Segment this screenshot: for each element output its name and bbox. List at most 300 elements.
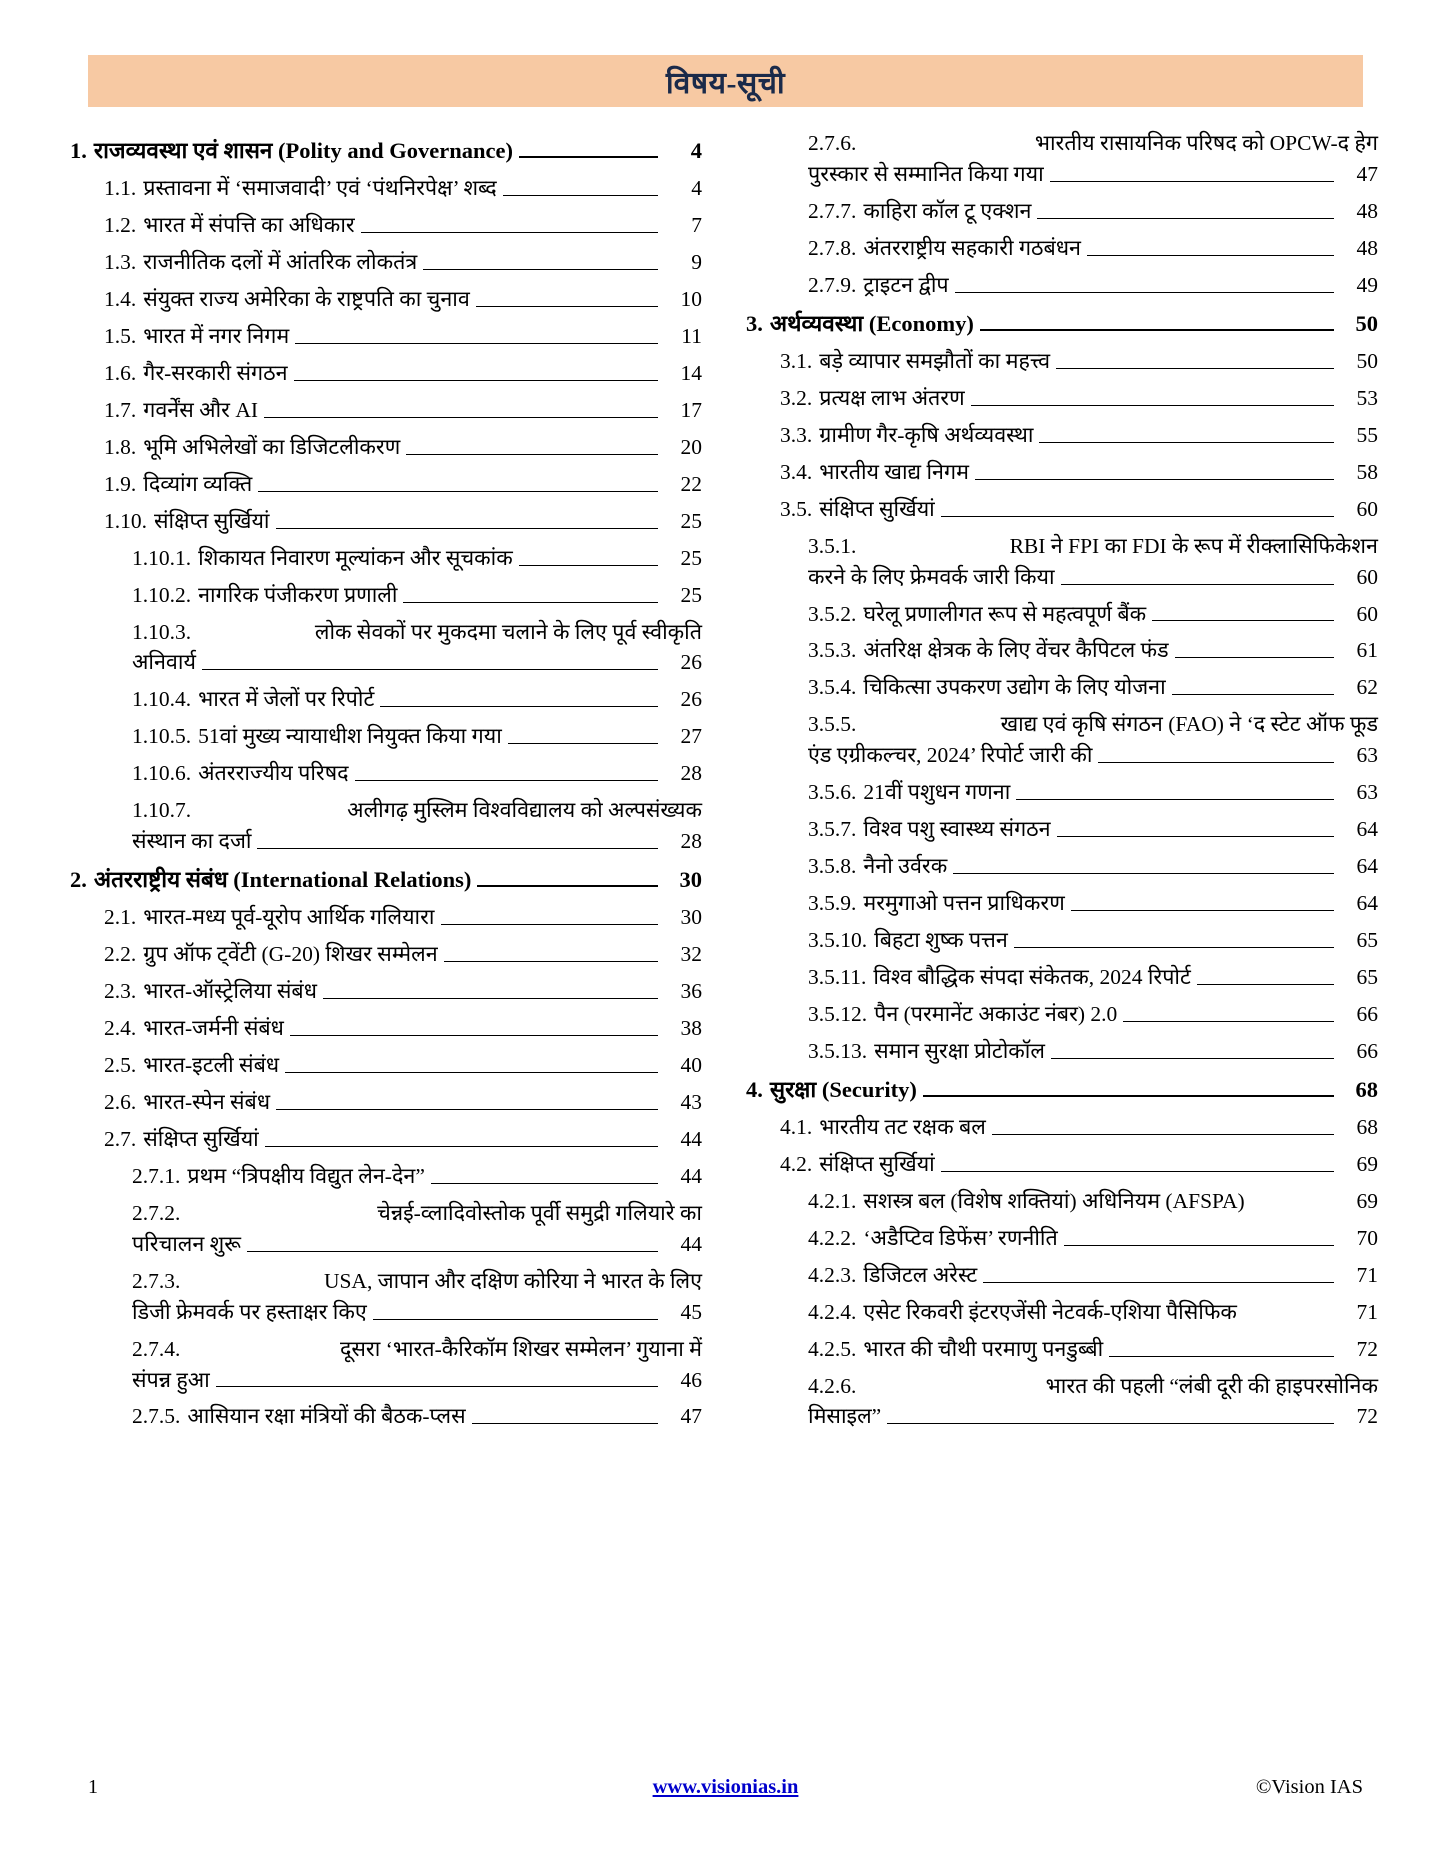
toc-entry-number: 1.10.1.: [132, 545, 192, 570]
toc-entry-number: 2.7.3.: [132, 1268, 181, 1293]
toc-entry[interactable]: [780, 422, 1378, 450]
toc-entry-number: 3.5.2.: [808, 601, 857, 626]
toc-entry[interactable]: [808, 130, 1378, 189]
toc-entry-number: 1.10.5.: [132, 724, 192, 749]
toc-entry[interactable]: [808, 533, 1378, 592]
toc-entry-number: 2.7.6.: [808, 131, 857, 155]
toc-leader-line: [941, 516, 1334, 517]
toc-entry-page: 68: [1356, 1114, 1378, 1139]
toc-leader-line: [1056, 368, 1334, 369]
toc-entry-label: संक्षिप्त सुर्खियां: [143, 1126, 259, 1151]
toc-leader-line: [380, 706, 658, 707]
toc-leader-line: [971, 405, 1334, 406]
toc-entry-page: 55: [1356, 422, 1378, 447]
toc-leader-line: [1039, 442, 1334, 443]
toc-entry-label-cont: संपन्न हुआ: [132, 1367, 210, 1392]
toc-entry-number: 4.2.1.: [808, 1188, 857, 1213]
toc-entry-page: 63: [1356, 743, 1378, 768]
toc-entry-number: 1.9.: [104, 471, 137, 496]
toc-entry-page: 7: [691, 213, 702, 238]
toc-entry-page: 9: [691, 250, 702, 275]
toc-entry-number: 1.4.: [104, 287, 137, 312]
toc-entry-label: 21वीं पशुधन गणना: [863, 780, 1011, 805]
toc-leader-line: [1037, 218, 1334, 219]
toc-leader-line: [503, 195, 658, 196]
toc-entry-page: 70: [1356, 1225, 1378, 1250]
toc-entry-label: अंतरराष्ट्रीय संबंध (International Relations): [93, 867, 472, 893]
toc-entry-number: 3.5.7.: [808, 817, 857, 842]
toc-entry-page: 53: [1356, 385, 1378, 410]
toc-entry-label: बड़े व्यापार समझौतों का महत्त्व: [819, 348, 1051, 373]
toc-entry-number: 1.7.: [104, 397, 137, 422]
toc-leader-line: [257, 848, 658, 849]
toc-entry[interactable]: [808, 1038, 1378, 1066]
toc-entry-page: 60: [1356, 496, 1378, 521]
toc-leader-line: [508, 743, 658, 744]
toc-entry-label: सशस्त्र बल (विशेष शक्तियां) अधिनियम (AFSPA): [863, 1188, 1245, 1213]
toc-entry-number: 1.10.7.: [132, 798, 192, 823]
toc-entry[interactable]: [132, 1403, 702, 1431]
page-footer: [88, 1776, 1363, 1799]
toc-entry-label: भारतीय खाद्य निगम: [819, 459, 969, 484]
toc-entry-label: आसियान रक्षा मंत्रियों की बैठक-प्लस: [187, 1404, 466, 1429]
toc-leader-line: [1057, 836, 1334, 837]
toc-entry-label: समान सुरक्षा प्रोटोकॉल: [874, 1038, 1045, 1063]
toc-entry-label: नैनो उर्वरक: [863, 854, 948, 879]
toc-entry[interactable]: [808, 711, 1378, 770]
toc-leader-line: [444, 961, 658, 962]
toc-entry-page: 72: [1356, 1336, 1378, 1361]
toc-entry[interactable]: [132, 582, 702, 610]
toc-entry[interactable]: [808, 1336, 1378, 1364]
toc-entry-label: बिहटा शुष्क पत्तन: [874, 927, 1008, 952]
toc-entry-number: 3.5.6.: [808, 780, 857, 805]
toc-entry-label-cont: परिचालन शुरू: [132, 1231, 242, 1256]
toc-entry-page: 14: [680, 360, 702, 385]
toc-entry[interactable]: [746, 309, 1378, 338]
toc-leader-line: [980, 329, 1334, 331]
toc-leader-line: [1050, 181, 1334, 182]
toc-entry-number: 2.7.8.: [808, 235, 857, 260]
toc-entry[interactable]: [808, 601, 1378, 629]
toc-leader-line: [955, 292, 1334, 293]
toc-entry-number: 2.3.: [104, 979, 137, 1004]
toc-entry-label-cont: संस्थान का दर्जा: [132, 829, 252, 854]
toc-leader-line: [276, 1109, 658, 1110]
toc-entry-page: 30: [680, 905, 702, 930]
toc-entry-page: 66: [1356, 1038, 1378, 1063]
toc-entry-page: 38: [680, 1016, 702, 1041]
toc-entry-page: 72: [1356, 1404, 1378, 1429]
toc-entry-label: प्रस्तावना में ‘समाजवादी’ एवं ‘पंथनिरपेक्ष’ शब्द: [143, 176, 497, 201]
toc-entry[interactable]: [104, 175, 702, 203]
toc-entry-number: 1.8.: [104, 434, 137, 459]
toc-entry-label: भारत-स्पेन संबंध: [143, 1090, 271, 1114]
toc-entry[interactable]: [808, 1262, 1378, 1290]
toc-entry-number: 3.5.: [780, 496, 813, 521]
toc-entry-number: 2.5.: [104, 1053, 137, 1078]
toc-entry-label: भारतीय तट रक्षक बल: [819, 1114, 986, 1139]
toc-entry-page: 64: [1356, 891, 1378, 915]
toc-entry[interactable]: [132, 1336, 702, 1395]
toc-entry[interactable]: [808, 235, 1378, 263]
toc-entry-number: 3.5.1.: [808, 533, 857, 558]
toc-entry-label: घरेलू प्रणालीगत रूप से महत्वपूर्ण बैंक: [863, 601, 1147, 626]
toc-entry-page: 47: [1356, 161, 1378, 186]
toc-entry-number: 2.7.9.: [808, 272, 857, 297]
toc-entry[interactable]: [808, 927, 1378, 955]
toc-entry-label: मरमुगाओ पत्तन प्राधिकरण: [863, 891, 1065, 915]
toc-columns: [70, 130, 1380, 1440]
toc-entry-label: प्रथम “त्रिपक्षीय विद्युत लेन-देन”: [187, 1163, 425, 1188]
toc-entry[interactable]: [132, 1268, 702, 1327]
toc-entry-label: विश्व पशु स्वास्थ्य संगठन: [863, 817, 1051, 842]
toc-entry[interactable]: [104, 471, 702, 499]
toc-leader-line: [1087, 255, 1334, 256]
toc-entry-label: काहिरा कॉल टू एक्शन: [863, 198, 1032, 223]
footer-website-link[interactable]: www.visionias.in: [652, 1776, 799, 1798]
toc-entry-number: 3.5.9.: [808, 891, 857, 915]
toc-entry-page: 28: [680, 829, 702, 854]
toc-entry-number: 3.5.12.: [808, 1001, 868, 1026]
toc-entry-page: 26: [680, 687, 702, 712]
toc-entry-number: 3.1.: [780, 348, 813, 373]
toc-entry-number: 1.1.: [104, 176, 137, 201]
toc-entry-label: अंतरराष्ट्रीय सहकारी गठबंधन: [863, 235, 1081, 260]
toc-leader-line: [406, 454, 658, 455]
toc-entry-label: चेन्नई-व्लादिवोस्तोक पूर्वी समुद्री गलियारे का: [377, 1200, 702, 1225]
toc-entry-number: 2.: [70, 867, 87, 893]
toc-leader-line: [361, 232, 658, 233]
toc-entry-page: 64: [1356, 817, 1378, 842]
toc-entry-label: भारत-जर्मनी संबंध: [143, 1016, 284, 1041]
toc-entry-page: 36: [680, 979, 702, 1004]
toc-entry-page: 71: [1356, 1262, 1378, 1287]
toc-entry-label: USA, जापान और दक्षिण कोरिया ने भारत के लिए: [323, 1268, 702, 1293]
toc-entry-page: 44: [680, 1163, 702, 1188]
toc-entry-number: 2.6.: [104, 1090, 137, 1114]
toc-entry-number: 2.2.: [104, 942, 137, 967]
toc-leader-line: [202, 669, 658, 670]
toc-entry[interactable]: [808, 890, 1378, 918]
toc-entry-number: 1.6.: [104, 360, 137, 385]
toc-entry-label: दिव्यांग व्यक्ति: [143, 471, 253, 496]
toc-entry-number: 4.2.4.: [808, 1299, 857, 1324]
toc-entry[interactable]: [104, 941, 702, 969]
toc-entry-page: 25: [680, 582, 702, 607]
toc-entry[interactable]: [104, 286, 702, 314]
toc-entry-page: 40: [680, 1053, 702, 1078]
toc-entry-number: 4.1.: [780, 1114, 813, 1139]
toc-entry-label: ग्रुप ऑफ ट्वेंटी (G-20) शिखर सम्मेलन: [143, 942, 438, 967]
toc-entry-label: संक्षिप्त सुर्खियां: [154, 508, 270, 533]
toc-entry-label: शिकायत निवारण मूल्यांकन और सूचकांक: [198, 545, 513, 570]
toc-entry[interactable]: [808, 1299, 1378, 1327]
toc-column-right: [746, 130, 1378, 1440]
toc-leader-line: [1051, 1058, 1334, 1059]
toc-entry[interactable]: [104, 978, 702, 1006]
toc-leader-line: [975, 479, 1334, 480]
toc-entry-page: 68: [1355, 1076, 1378, 1102]
toc-entry-page: 11: [681, 324, 702, 348]
toc-leader-line: [1109, 1356, 1334, 1357]
toc-entry-label: चिकित्सा उपकरण उद्योग के लिए योजना: [863, 675, 1166, 700]
toc-entry-label: खाद्य एवं कृषि संगठन (FAO) ने ‘द स्टेट ऑफ फूड: [1000, 712, 1378, 737]
toc-entry[interactable]: [104, 1052, 702, 1080]
toc-entry-label: भारत की पहली “लंबी दूरी की हाइपरसोनिक: [1045, 1373, 1378, 1398]
toc-entry-page: 27: [680, 724, 702, 749]
toc-entry-number: 2.4.: [104, 1016, 137, 1041]
toc-entry-label-cont: अनिवार्य: [132, 650, 196, 675]
toc-leader-line: [441, 924, 659, 925]
toc-leader-line: [373, 1319, 658, 1320]
toc-entry[interactable]: [104, 1126, 702, 1154]
toc-entry[interactable]: [780, 1114, 1378, 1142]
toc-leader-line: [431, 1183, 658, 1184]
toc-entry-label: दूसरा ‘भारत-कैरिकॉम शिखर सम्मेलन’ गुयाना में: [339, 1336, 702, 1361]
toc-leader-line: [216, 1386, 658, 1387]
toc-leader-line: [247, 1251, 658, 1252]
toc-leader-line: [953, 873, 1334, 874]
toc-entry-number: 1.5.: [104, 324, 137, 348]
toc-entry-page: 44: [680, 1231, 702, 1256]
toc-entry-page: 4: [690, 138, 702, 163]
toc-entry-number: 3.5.5.: [808, 712, 857, 737]
toc-entry-label: अंतरराज्यीय परिषद: [198, 761, 349, 786]
toc-entry[interactable]: [780, 348, 1378, 376]
toc-entry-number: 1.10.6.: [132, 761, 192, 786]
toc-entry-page: 58: [1356, 459, 1378, 484]
footer-copyright: ©Vision IAS: [1255, 1776, 1363, 1798]
toc-entry-label: प्रत्यक्ष लाभ अंतरण: [819, 385, 965, 410]
toc-entry-page: 65: [1356, 927, 1378, 952]
toc-entry-label: गवर्नेंस और AI: [143, 397, 258, 422]
toc-entry-number: 1.3.: [104, 250, 137, 275]
toc-entry[interactable]: [746, 1075, 1378, 1104]
toc-entry-number: 3.5.13.: [808, 1038, 868, 1063]
toc-leader-line: [290, 1035, 658, 1036]
toc-leader-line: [403, 602, 658, 603]
toc-entry[interactable]: [132, 1200, 702, 1259]
toc-entry-label: संयुक्त राज्य अमेरिका के राष्ट्रपति का चुनाव: [143, 287, 470, 312]
toc-entry-number: 4.2.5.: [808, 1336, 857, 1361]
toc-entry[interactable]: [808, 637, 1378, 665]
toc-leader-line: [472, 1423, 658, 1424]
toc-entry-page: 22: [680, 471, 702, 496]
toc-leader-line: [1064, 1245, 1334, 1246]
toc-entry-page: 45: [680, 1299, 702, 1324]
toc-leader-line: [258, 491, 658, 492]
toc-entry-label: भारत में संपत्ति का अधिकार: [143, 213, 355, 238]
toc-entry[interactable]: [808, 1001, 1378, 1029]
toc-leader-line: [1197, 984, 1334, 985]
toc-entry-label: अर्थव्यवस्था (Economy): [769, 310, 974, 336]
toc-entry-label: भारत-मध्य पूर्व-यूरोप आर्थिक गलियारा: [143, 905, 435, 930]
toc-entry-label-cont: करने के लिए फ्रेमवर्क जारी किया: [808, 564, 1055, 589]
toc-entry-label: विश्व बौद्धिक संपदा संकेतक, 2024 रिपोर्ट: [873, 964, 1191, 989]
toc-entry[interactable]: [132, 760, 702, 788]
toc-leader-line: [423, 269, 658, 270]
toc-entry[interactable]: [104, 1015, 702, 1043]
toc-entry-number: 4.: [746, 1076, 763, 1102]
toc-entry-label: भूमि अभिलेखों का डिजिटलीकरण: [143, 434, 401, 459]
toc-entry-number: 1.: [70, 138, 87, 163]
toc-entry[interactable]: [132, 545, 702, 573]
toc-entry-number: 4.2.3.: [808, 1262, 857, 1287]
toc-entry-number: 2.1.: [104, 905, 137, 930]
toc-entry[interactable]: [808, 1225, 1378, 1253]
toc-entry-page: 63: [1356, 780, 1378, 805]
toc-entry-label: गैर-सरकारी संगठन: [143, 360, 288, 385]
toc-entry-page: 10: [680, 287, 702, 312]
toc-entry-label-cont: डिजी फ्रेमवर्क पर हस्ताक्षर किए: [132, 1299, 367, 1324]
toc-entry-number: 2.7.: [104, 1126, 137, 1151]
toc-entry[interactable]: [104, 212, 702, 240]
toc-entry[interactable]: [780, 459, 1378, 487]
toc-entry-page: 50: [1355, 310, 1378, 336]
toc-entry-label: सुरक्षा (Security): [769, 1076, 917, 1102]
toc-entry-page: 25: [680, 508, 702, 533]
toc-entry-page: 65: [1356, 964, 1378, 989]
toc-leader-line: [265, 1146, 658, 1147]
toc-entry-number: 4.2.: [780, 1151, 813, 1176]
toc-entry[interactable]: [104, 323, 702, 351]
toc-entry[interactable]: [104, 434, 702, 462]
toc-entry-label: राजनीतिक दलों में आंतरिक लोकतंत्र: [143, 250, 418, 275]
toc-entry[interactable]: [70, 865, 702, 894]
toc-entry[interactable]: [132, 1163, 702, 1191]
toc-leader-line: [295, 343, 658, 344]
toc-entry-label-cont: पुरस्कार से सम्मानित किया गया: [808, 161, 1044, 186]
footer-page-number: 1: [88, 1776, 98, 1798]
toc-entry-page: 30: [679, 867, 702, 893]
toc-entry-page: 71: [1356, 1299, 1378, 1324]
toc-entry-label: भारतीय रासायनिक परिषद को OPCW-द हेग: [1034, 131, 1378, 155]
toc-entry-page: 44: [680, 1126, 702, 1151]
toc-entry[interactable]: [132, 797, 702, 856]
toc-entry-number: 3.5.10.: [808, 927, 868, 952]
toc-entry[interactable]: [808, 816, 1378, 844]
toc-entry[interactable]: [104, 360, 702, 388]
toc-entry-number: 1.10.4.: [132, 687, 192, 712]
toc-entry[interactable]: [132, 723, 702, 751]
toc-leader-line: [887, 1423, 1334, 1424]
toc-entry-page: 4: [691, 176, 702, 201]
toc-leader-line: [285, 1072, 658, 1073]
toc-entry-number: 1.2.: [104, 213, 137, 238]
toc-leader-line: [355, 780, 658, 781]
toc-entry-label: संक्षिप्त सुर्खियां: [819, 1151, 935, 1176]
toc-entry-label: भारत में जेलों पर रिपोर्ट: [198, 687, 375, 712]
toc-entry[interactable]: [808, 964, 1378, 992]
toc-entry-label: भारत की चौथी परमाणु पनडुब्बी: [863, 1336, 1104, 1361]
toc-entry-label: राजव्यवस्था एवं शासन (Polity and Governance): [93, 138, 513, 163]
toc-entry[interactable]: [808, 272, 1378, 300]
toc-entry-page: 48: [1356, 235, 1378, 260]
toc-entry-page: 62: [1356, 675, 1378, 700]
toc-entry[interactable]: [104, 508, 702, 536]
toc-leader-line: [1175, 657, 1334, 658]
toc-leader-line: [983, 1282, 1334, 1283]
toc-leader-line: [519, 156, 658, 158]
toc-entry-page: 64: [1356, 854, 1378, 879]
toc-leader-line: [294, 380, 658, 381]
toc-entry-label: नागरिक पंजीकरण प्रणाली: [198, 582, 398, 607]
toc-entry-number: 1.10.3.: [132, 619, 192, 644]
toc-entry[interactable]: [808, 779, 1378, 807]
toc-leader-line: [923, 1095, 1334, 1097]
toc-entry-page: 47: [680, 1404, 702, 1429]
toc-entry-label: भारत-ऑस्ट्रेलिया संबंध: [143, 979, 317, 1004]
toc-leader-line: [477, 885, 658, 887]
page-title-bar: [88, 55, 1363, 107]
toc-entry-page: 61: [1356, 638, 1378, 663]
toc-entry[interactable]: [104, 249, 702, 277]
toc-entry-number: 3.3.: [780, 422, 813, 447]
toc-leader-line: [1123, 1021, 1334, 1022]
toc-entry[interactable]: [780, 496, 1378, 524]
toc-entry-label-cont: मिसाइल”: [808, 1404, 882, 1429]
toc-entry[interactable]: [780, 385, 1378, 413]
toc-leader-line: [323, 998, 658, 999]
toc-entry[interactable]: [780, 1151, 1378, 1179]
toc-entry-page: 28: [680, 761, 702, 786]
toc-entry[interactable]: [808, 674, 1378, 702]
toc-entry[interactable]: [132, 619, 702, 678]
toc-entry-number: 2.7.7.: [808, 198, 857, 223]
toc-entry-number: 3.5.3.: [808, 638, 857, 663]
toc-entry-page: 20: [680, 434, 702, 459]
toc-entry-page: 60: [1356, 601, 1378, 626]
toc-entry[interactable]: [104, 1089, 702, 1117]
toc-leader-line: [476, 306, 658, 307]
toc-entry-number: 3.5.8.: [808, 854, 857, 879]
toc-entry-label: RBI ने FPI का FDI के रूप में रीक्लासिफिकेशन: [1009, 533, 1378, 558]
toc-entry-number: 3.2.: [780, 385, 813, 410]
toc-entry-page: 49: [1356, 272, 1378, 297]
toc-entry-page: 60: [1356, 564, 1378, 589]
toc-entry[interactable]: [808, 1188, 1378, 1216]
toc-entry-number: 1.10.2.: [132, 582, 192, 607]
toc-entry-number: 1.10.: [104, 508, 147, 533]
toc-entry[interactable]: [808, 1373, 1378, 1432]
toc-entry-page: 26: [680, 650, 702, 675]
toc-entry-page: 17: [680, 397, 702, 422]
toc-entry-label: संक्षिप्त सुर्खियां: [819, 496, 935, 521]
toc-entry-number: 3.4.: [780, 459, 813, 484]
toc-entry-number: 3.5.11.: [808, 964, 867, 989]
toc-leader-line: [941, 1171, 1334, 1172]
toc-entry[interactable]: [104, 904, 702, 932]
toc-leader-line: [276, 528, 659, 529]
toc-entry-number: 2.7.5.: [132, 1404, 181, 1429]
toc-entry-label: पैन (परमानेंट अकाउंट नंबर) 2.0: [874, 1001, 1118, 1026]
toc-entry-page: 43: [680, 1090, 702, 1114]
toc-entry[interactable]: [70, 136, 702, 165]
toc-entry[interactable]: [104, 397, 702, 425]
toc-entry[interactable]: [808, 853, 1378, 881]
toc-entry[interactable]: [808, 198, 1378, 226]
toc-entry-label: 51वां मुख्य न्यायाधीश नियुक्त किया गया: [198, 724, 502, 749]
toc-leader-line: [1071, 910, 1334, 911]
toc-entry-page: 50: [1356, 348, 1378, 373]
toc-entry[interactable]: [132, 686, 702, 714]
toc-entry-page: 25: [680, 545, 702, 570]
toc-leader-line: [1061, 584, 1334, 585]
page-title: विषय-सूची: [665, 66, 786, 100]
toc-leader-line: [1098, 762, 1334, 763]
toc-entry-label: ग्रामीण गैर-कृषि अर्थव्यवस्था: [819, 422, 1034, 447]
